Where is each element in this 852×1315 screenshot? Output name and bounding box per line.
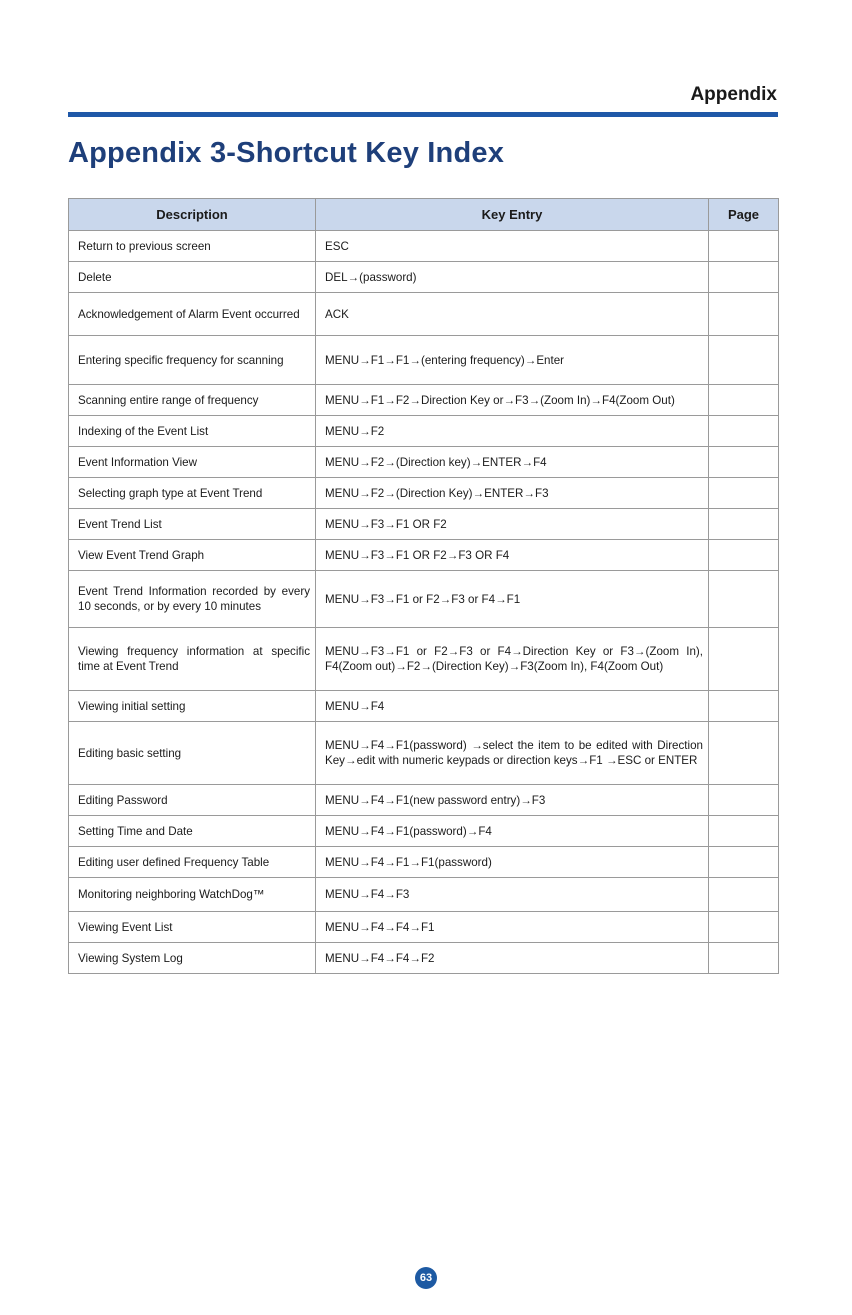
row-description: Viewing System Log (69, 943, 316, 974)
row-description: Editing user defined Frequency Table (69, 847, 316, 878)
shortcut-key-table (68, 198, 778, 974)
row-description: View Event Trend Graph (69, 540, 316, 571)
table-row (69, 628, 779, 691)
row-page (709, 912, 779, 943)
table-row (69, 816, 779, 847)
table-header-row (69, 199, 779, 231)
table-row (69, 785, 779, 816)
row-key-entry: DEL→(password) (316, 262, 709, 293)
table-row (69, 571, 779, 628)
row-page (709, 943, 779, 974)
row-description: Viewing initial setting (69, 691, 316, 722)
column-header-page: Page (709, 199, 779, 231)
row-page (709, 722, 779, 785)
row-key-entry: MENU→F4→F4→F1 (316, 912, 709, 943)
row-key-entry: MENU→F2→(Direction key)→ENTER→F4 (316, 447, 709, 478)
row-page (709, 816, 779, 847)
table-row (69, 262, 779, 293)
row-page (709, 785, 779, 816)
table-row (69, 540, 779, 571)
shortcut-table (68, 198, 779, 974)
row-description: Monitoring neighboring WatchDog™ (69, 878, 316, 912)
row-key-entry: MENU→F4→F1(password) →select the item to be edited with Direction Key→edit with numeric keypads or direction keys→F1 →ESC or ENTER (316, 722, 709, 785)
row-key-entry: MENU→F2→(Direction Key)→ENTER→F3 (316, 478, 709, 509)
table-row (69, 878, 779, 912)
row-description: Setting Time and Date (69, 816, 316, 847)
row-page (709, 231, 779, 262)
table-row (69, 336, 779, 385)
row-page (709, 293, 779, 336)
table-row (69, 509, 779, 540)
row-description: Scanning entire range of frequency (69, 385, 316, 416)
row-key-entry: MENU→F4 (316, 691, 709, 722)
table-row (69, 847, 779, 878)
row-key-entry: MENU→F1→F1→(entering frequency)→Enter (316, 336, 709, 385)
row-key-entry: MENU→F4→F3 (316, 878, 709, 912)
row-description: Indexing of the Event List (69, 416, 316, 447)
row-description: Editing basic setting (69, 722, 316, 785)
row-key-entry: MENU→F4→F1(new password entry)→F3 (316, 785, 709, 816)
row-key-entry: MENU→F2 (316, 416, 709, 447)
row-description: Return to previous screen (69, 231, 316, 262)
section-label: Appendix (690, 84, 777, 105)
row-page (709, 447, 779, 478)
row-page (709, 509, 779, 540)
row-key-entry: MENU→F3→F1 OR F2 (316, 509, 709, 540)
row-key-entry: ACK (316, 293, 709, 336)
row-page (709, 478, 779, 509)
row-key-entry: MENU→F4→F1→F1(password) (316, 847, 709, 878)
column-header-description: Description (69, 199, 316, 231)
row-key-entry: MENU→F4→F4→F2 (316, 943, 709, 974)
row-description: Viewing frequency information at specific time at Event Trend (69, 628, 316, 691)
table-row (69, 293, 779, 336)
table-row (69, 416, 779, 447)
row-description: Viewing Event List (69, 912, 316, 943)
page-title: Appendix 3-Shortcut Key Index (68, 137, 505, 169)
header-rule (68, 112, 778, 117)
row-page (709, 691, 779, 722)
row-page (709, 847, 779, 878)
row-page (709, 385, 779, 416)
row-key-entry: MENU→F4→F1(password)→F4 (316, 816, 709, 847)
table-row (69, 722, 779, 785)
table-row (69, 912, 779, 943)
row-description: Event Trend Information recorded by every 10 seconds, or by every 10 minutes (69, 571, 316, 628)
row-page (709, 262, 779, 293)
table-row (69, 691, 779, 722)
table-row (69, 943, 779, 974)
row-description: Selecting graph type at Event Trend (69, 478, 316, 509)
row-page (709, 628, 779, 691)
table-row (69, 385, 779, 416)
row-description: Delete (69, 262, 316, 293)
row-description: Editing Password (69, 785, 316, 816)
row-page (709, 540, 779, 571)
row-description: Event Information View (69, 447, 316, 478)
row-key-entry: ESC (316, 231, 709, 262)
column-header-key-entry: Key Entry (316, 199, 709, 231)
row-page (709, 336, 779, 385)
table-row (69, 478, 779, 509)
row-key-entry: MENU→F3→F1 OR F2→F3 OR F4 (316, 540, 709, 571)
row-key-entry: MENU→F3→F1 or F2→F3 or F4→Direction Key or F3→(Zoom In), F4(Zoom out)→F2→(Direction Key)→F3(Zoom In), F4(Zoom Out) (316, 628, 709, 691)
row-key-entry: MENU→F1→F2→Direction Key or→F3→(Zoom In)→F4(Zoom Out) (316, 385, 709, 416)
row-page (709, 571, 779, 628)
table-row (69, 231, 779, 262)
row-description: Entering specific frequency for scanning (69, 336, 316, 385)
row-page (709, 416, 779, 447)
row-description: Event Trend List (69, 509, 316, 540)
table-row (69, 447, 779, 478)
row-key-entry: MENU→F3→F1 or F2→F3 or F4→F1 (316, 571, 709, 628)
row-page (709, 878, 779, 912)
page-number-badge: 63 (415, 1267, 437, 1289)
row-description: Acknowledgement of Alarm Event occurred (69, 293, 316, 336)
